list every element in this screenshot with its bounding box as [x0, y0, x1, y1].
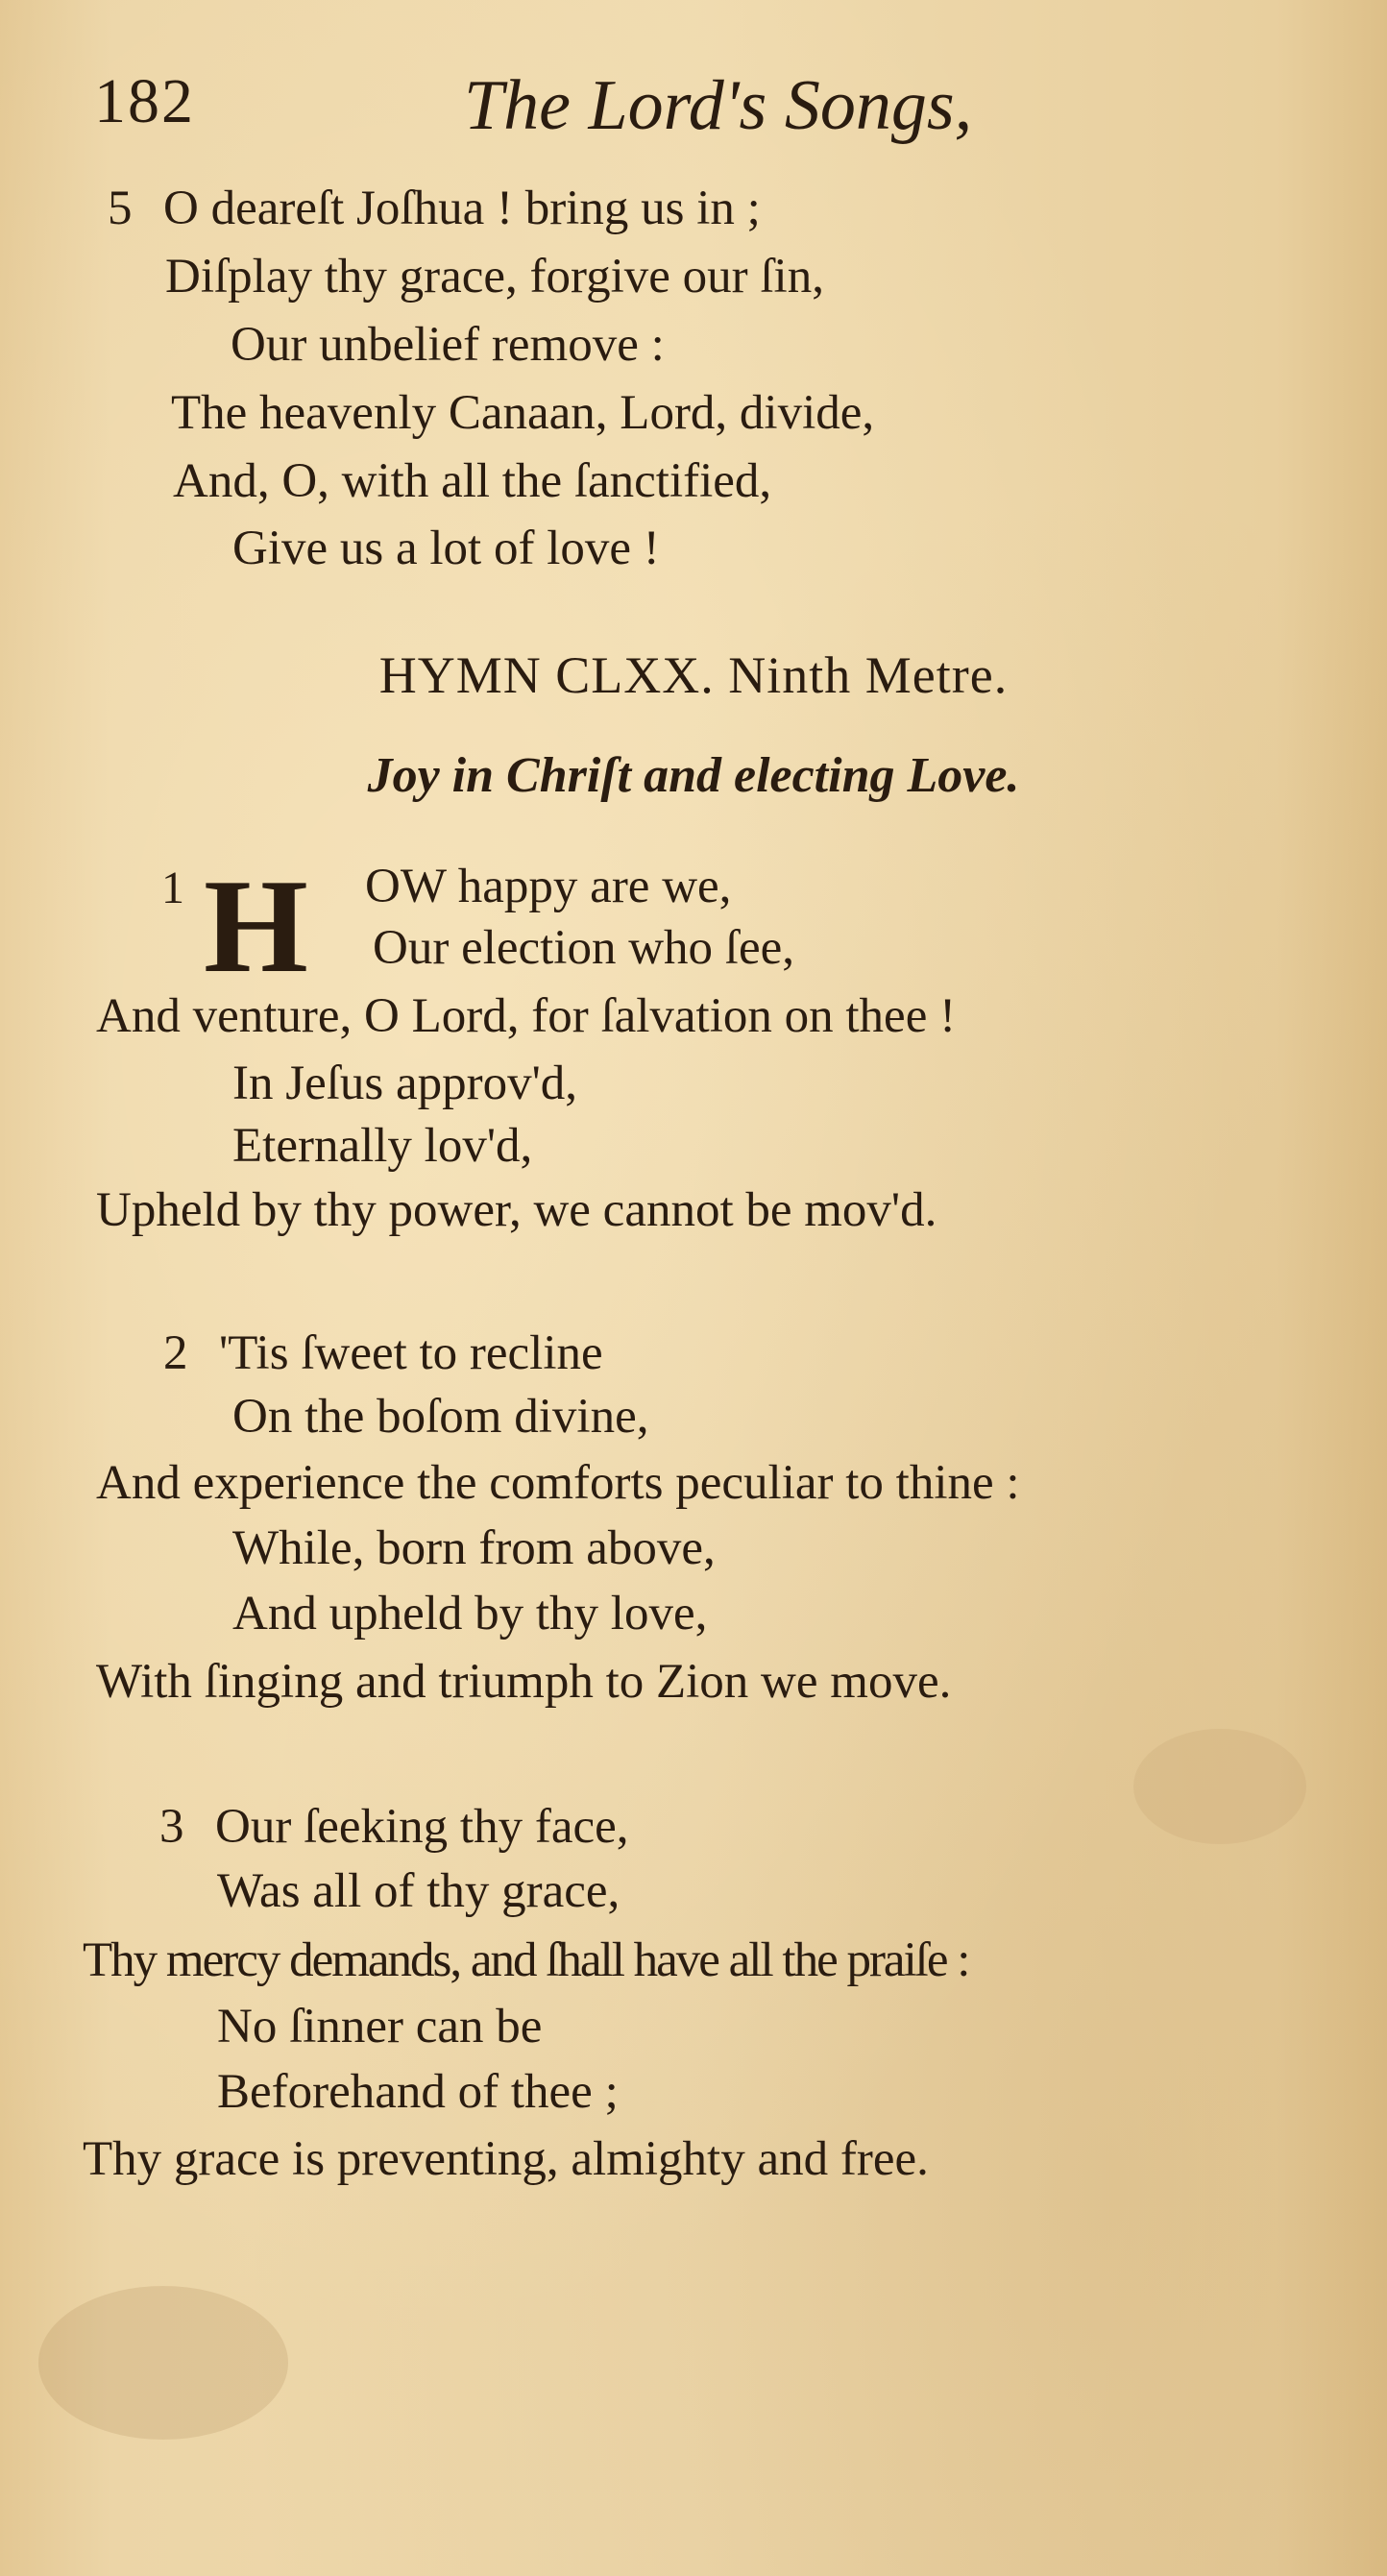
verse-line: 2 'Tis ſweet to recline — [163, 1326, 603, 1380]
verse-line: Our election who ſee, — [373, 921, 795, 975]
verse-line: No ſinner can be — [217, 2000, 543, 2054]
verse-line: Eternally lov'd, — [232, 1119, 533, 1173]
page-header — [94, 65, 1055, 145]
verse-line: Was all of thy grace, — [217, 1864, 620, 1918]
verse-line: Thy grace is preventing, almighty and free. — [83, 2132, 929, 2186]
paper-stain — [1133, 1729, 1306, 1844]
verse-line: Our unbelief remove : — [231, 318, 665, 372]
stanza-number: 2 — [163, 1326, 188, 1380]
stanza-number: 5 — [108, 182, 133, 235]
verse-line: Upheld by thy power, we cannot be mov'd. — [96, 1183, 937, 1237]
verse-line: OW happy are we, — [365, 860, 732, 913]
running-head: The Lord's Songs, — [464, 66, 973, 145]
verse-line: On the boſom divine, — [232, 1390, 649, 1444]
verse-line: With ſinging and triumph to Zion we move. — [96, 1655, 952, 1709]
paper-stain — [38, 2286, 288, 2440]
verse-line: Thy mercy demands, and ſhall have all the praiſe : — [83, 1933, 969, 1987]
verse-line: 5 O deareſt Joſhua ! bring us in ; — [108, 182, 761, 235]
verse-line: While, born from above, — [232, 1521, 716, 1575]
verse-line: 3 Our ſeeking thy face, — [159, 1800, 629, 1854]
verse-line: Give us a lot of love ! — [232, 522, 660, 575]
page-number: 182 — [94, 66, 195, 136]
stanza-number: 3 — [159, 1800, 184, 1854]
stanza-number: 1 — [161, 863, 184, 913]
verse-line: And upheld by thy love, — [232, 1587, 708, 1640]
drop-cap: H — [204, 852, 308, 1001]
verse-line: And venture, O Lord, for ſalvation on thee ! — [96, 989, 957, 1043]
hymn-title: HYMN CLXX. Ninth Metre. — [378, 646, 1009, 704]
verse-line: The heavenly Canaan, Lord, divide, — [171, 386, 875, 440]
hymn-subtitle: Joy in Chriſt and electing Love. — [367, 748, 1020, 803]
verse-line: And, O, with all the ſanctified, — [173, 454, 772, 508]
verse-line: Diſplay thy grace, forgive our ſin, — [165, 250, 824, 304]
verse-line: Beforehand of thee ; — [217, 2065, 619, 2119]
verse-line: And experience the comforts peculiar to thine : — [96, 1456, 1020, 1510]
verse-line: In Jeſus approv'd, — [232, 1057, 578, 1110]
